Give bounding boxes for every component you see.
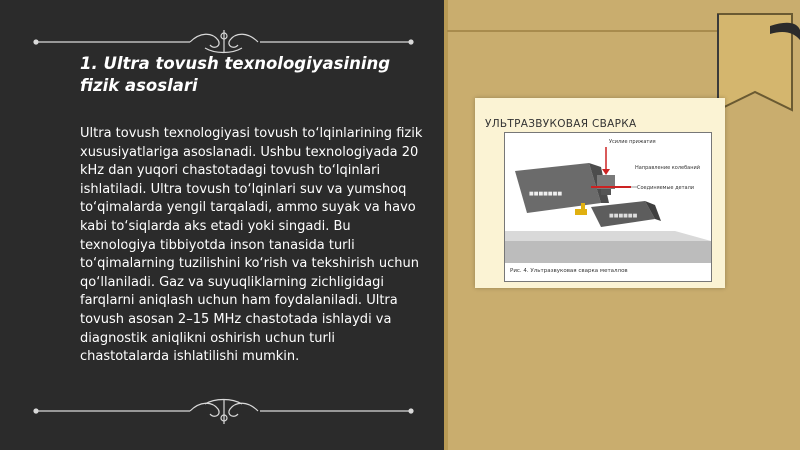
label-force: Усилие прижатия bbox=[609, 139, 656, 145]
figure-caption: Рис. 4. Ультразвуковая сварка металлов bbox=[510, 268, 628, 274]
label-vibration: Направление колебаний bbox=[635, 165, 700, 171]
welding-illustration bbox=[505, 133, 711, 281]
slide-title: 1. Ultra tovush texnologiyasining fizik asoslari bbox=[80, 54, 391, 95]
svg-text:■■■■■■■: ■■■■■■■ bbox=[529, 191, 563, 197]
label-parts: Соединяемые детали bbox=[637, 185, 695, 191]
welding-diagram bbox=[504, 132, 712, 282]
svg-text:■■■■■■: ■■■■■■ bbox=[609, 213, 638, 219]
slide-body-text: Ultra tovush texnologiyasi tovush to‘lqinlarining fizik xususiyatlariga asoslanadi. Ushbu texnologiyada 20 kHz dan yuqori chastotadagi tovush to‘lqinlari ishlatiladi. Ultra tovush to‘lqinlari suv va yumshoq to‘qimalarda yengil tarqaladi, ammo suyak va havo kabi to‘siqlarda aks etadi yoki singadi. Bu texnologiya tibbiyotda inson tanasida turli to‘qimalarning tuzilishini ko‘rish va tekshirish uchun qo‘llaniladi. Gaz va suyuqliklarning zichligidagi farqlarni aniqlash uchun ham foydalaniladi. Ultra tovush asosan 2–15 MHz chastotada ishlaydi va diagnostik aniqlikni oshirish uchun turli chastotalarda ishlatilishi mumkin. bbox=[80, 126, 423, 365]
image-caption: УЛЬТРАЗВУКОВАЯ СВАРКА bbox=[485, 118, 637, 130]
